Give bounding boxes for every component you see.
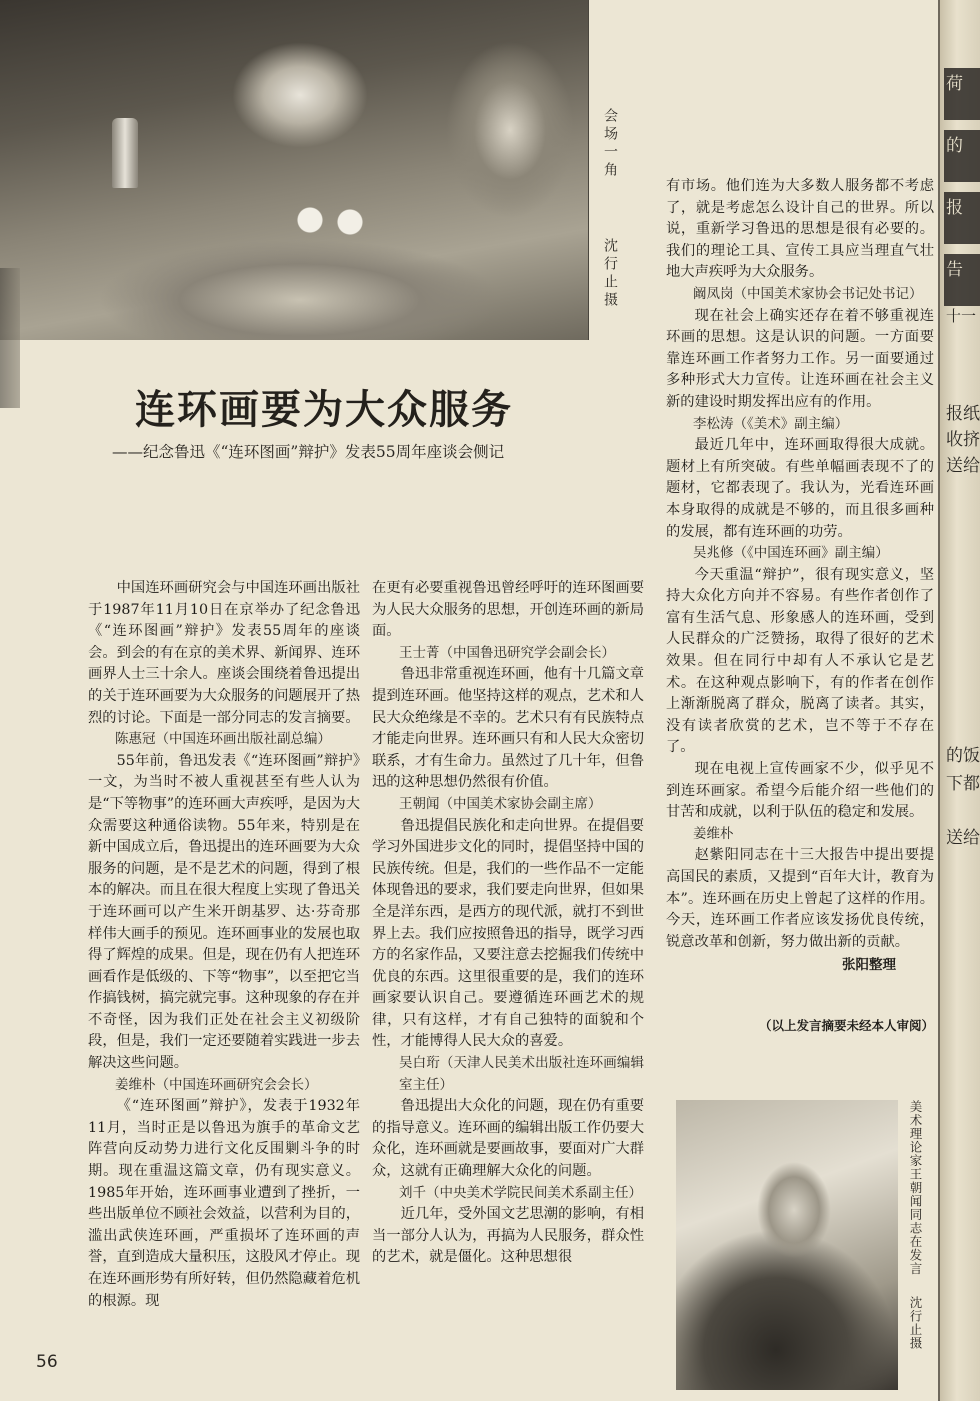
editor-note: （以上发言摘要未经本人审阅） (758, 1017, 934, 1033)
speech-paragraph: 鲁迅非常重视连环画，他有十几篇文章提到连环画。他坚持这样的观点，艺术和人民大众绝缘是不幸的。艺术只有有民族特点才能走向世界。连环画只有和人民大众密切联系，才有生命力。虽然过了几十年，但鲁迅的这种思想仍然很有价值。 (372, 666, 644, 791)
adjacent-page-edge (938, 0, 980, 1401)
thermos-shape (112, 118, 138, 188)
edge-text: 的 (946, 136, 963, 156)
continued-paragraph: 有市场。他们连为大多数人服务都不考虑了，就是考虑怎么设计自己的世界。所以说，重新学习鲁迅的思想是很有必要的。我们的理论工具、宣传工具应当理直气壮地大声疾呼为大众服务。 (666, 178, 934, 281)
speaker-name: 吴白珩（天津人民美术出版社连环画编辑室主任） (399, 1055, 644, 1093)
portrait-caption: 美术理论家王朝闻同志在发言 (908, 1100, 923, 1276)
speech-paragraph: 《“连环图画”辩护》，发表于1932年11月，当时正是以鲁迅为旗手的革命文艺阵营向反动势力进行文化反围剿斗争的时期。现在重温这篇文章，仍有现实意义。1985年开始，连环画事业遭到了挫折，一些出版单位不顾社会效益，以营利为目的，滥出武侠连环画，严重损坏了连环画的声誉，直到造成大量积压，这股风才停止。现在连环画形势有所好转，但仍然隐藏着危机的根源。现 (88, 1098, 360, 1309)
speech-paragraph: 现在社会上确实还存在着不够重视连环画的思想。这是认识的问题。一方面要靠连环画工作者努力工作。另一面要通过多种形式大力宣传。让连环画在社会主义新的建设时期发挥出应有的作用。 (666, 307, 934, 410)
edge-text: 送给 (946, 456, 980, 476)
speaker-name: 李松涛（《美术》副主编） (693, 415, 849, 432)
speaker-name: 阚凤岗（中国美术家协会书记处书记） (693, 285, 923, 302)
left-column (88, 578, 360, 1312)
edge-text: 荷 (946, 74, 963, 94)
edge-text: 收挤 (946, 430, 980, 450)
compiler-signoff: 张阳整理 (842, 957, 896, 974)
teacups-shape (290, 200, 370, 240)
edge-text: 的饭 (946, 746, 980, 766)
speech-paragraph: 鲁迅提出大众化的问题，现在仍有重要的指导意义。连环画的编辑出版工作仍要大众化，连环画就是要画故事，要面对广大群众，这就有正确理解大众化的问题。 (372, 1098, 644, 1180)
speaker-name: 王士菁（中国鲁迅研究学会副会长） (399, 644, 615, 661)
edge-text: 送给 (946, 828, 980, 848)
speaker-name: 陈惠冠（中国连环画出版社副总编） (115, 731, 331, 748)
speech-paragraph: 赵紫阳同志在十三大报告中提出要提高国民的素质，又提到“百年大计，教育为本”。连环画在历史上曾起了这样的作用。今天，连环画工作者应该发扬优良传统，锐意改革和创新，努力做出新的贡献。 (666, 847, 934, 950)
portrait-credit: 沈行止摄 (908, 1296, 923, 1350)
speech-paragraph: 近几年，受外国文艺思潮的影响，有相当一部分人认为，再搞为人民服务，群众性的艺术，就是僵化。这种思想很 (372, 1206, 644, 1266)
intro-paragraph: 中国连环画研究会与中国连环画出版社于1987年11月10日在京举办了纪念鲁迅《“连环图画”辩护》发表55周年的座谈会。到会的有在京的美术界、新闻界、连环画界人士三十余人。座谈会围绕着鲁迅提出的关于连环画要为大众服务的问题展开了热烈的讨论。下面是一部分同志的发言摘要。 (88, 580, 360, 726)
binding-shadow (0, 268, 20, 408)
speaker-name: 姜维朴 (693, 825, 734, 842)
speaker-name: 刘千（中央美术学院民间美术系副主任） (399, 1184, 642, 1201)
top-photo-credit: 沈行止摄 (602, 238, 618, 310)
article-headline: 连环画要为大众服务 (135, 387, 513, 433)
speech-paragraph: 最近几年中，连环画取得很大成就。题材上有所突破。有些单幅画表现不了的题材，它都表现了。我认为，光看连环画本身取得的成就是不够的，而且很多画种的发展，都有连环画的功劳。 (666, 437, 934, 540)
continued-paragraph: 在更有必要重视鲁迅曾经呼吁的连环图画要为人民大众服务的思想，开创连环画的新局面。 (372, 580, 644, 640)
edge-text: 下都 (946, 774, 980, 794)
edge-text: 告 (946, 260, 963, 280)
edge-text: 报 (946, 198, 963, 218)
top-photo-caption: 会场一角 (602, 108, 618, 180)
middle-column (372, 578, 644, 1269)
page-number: 56 (36, 1352, 58, 1372)
edge-text: 报纸 (946, 404, 980, 424)
right-column (666, 176, 934, 1037)
edge-text: 十一 (946, 307, 977, 325)
meeting-photo (0, 0, 589, 340)
speech-paragraph: 55年前，鲁迅发表《“连环图画”辩护》一文，为当时不被人重视甚至有些人认为是“下等物事”的连环画大声疾呼，是因为大众需要这种通俗读物。55年来，特别是在新中国成立后，鲁迅提出的连环画要为大众服务的问题，是不是艺术的问题，得到了根本的解决。而且在很大程度上实现了鲁迅关于连环画可以产生米开朗基罗、达·芬奇那样伟大画手的预见。连环画事业的发展也取得了辉煌的成果。但是，现在仍有人把连环画看作是低级的、下等“物事”，以至把它当作搞钱树，搞完就完事。这种现象的存在并不奇怪，因为我们正处在社会主义初级阶段，但是，我们一定还要随着实践进一步去解决这些问题。 (88, 752, 360, 1072)
article-subheadline: ——纪念鲁迅《“连环图画”辩护》发表55周年座谈会侧记 (112, 443, 505, 461)
speaker-name: 王朝闻（中国美术家协会副主席） (399, 795, 602, 812)
speaker-name: 姜维朴（中国连环画研究会会长） (115, 1076, 318, 1093)
portrait-photo (676, 1100, 898, 1390)
speech-paragraph: 鲁迅提倡民族化和走向世界。在提倡要学习外国进步文化的同时，提倡坚持中国的民族传统。但是，我们的一些作品不一定能体现鲁迅的要求，我们要走向世界，但如果全是洋东西，是西方的现代派，就打不到世界上去。我们应按照鲁迅的指导，既学习西方的名家作品，又要注意去挖掘我们传统中优良的东西。这里很重要的是，我们的连环画家要认识自己。要遵循连环画艺术的规律，只有这样，才有自己独特的面貌和个性，才能博得人民大众的喜爱。 (372, 817, 644, 1050)
speech-paragraph: 现在电视上宣传画家不少，似乎见不到连环画家。希望今后能介绍一些他们的甘苦和成就，以利于队伍的稳定和发展。 (666, 761, 934, 821)
speaker-name: 吴兆修（《中国连环画》副主编） (693, 545, 889, 562)
speech-paragraph: 今天重温“辩护”，很有现实意义，坚持大众化方向并不容易。有些作者创作了富有生活气息、形象感人的连环画，受到人民群众的广泛赞扬，取得了很好的艺术效果。但在同行中却有人不承认它是艺术。在这种观点影响下，有的作者在创作上渐渐脱离了群众，脱离了读者。其实，没有读者欣赏的艺术，岂不等于不存在了。 (666, 566, 934, 756)
